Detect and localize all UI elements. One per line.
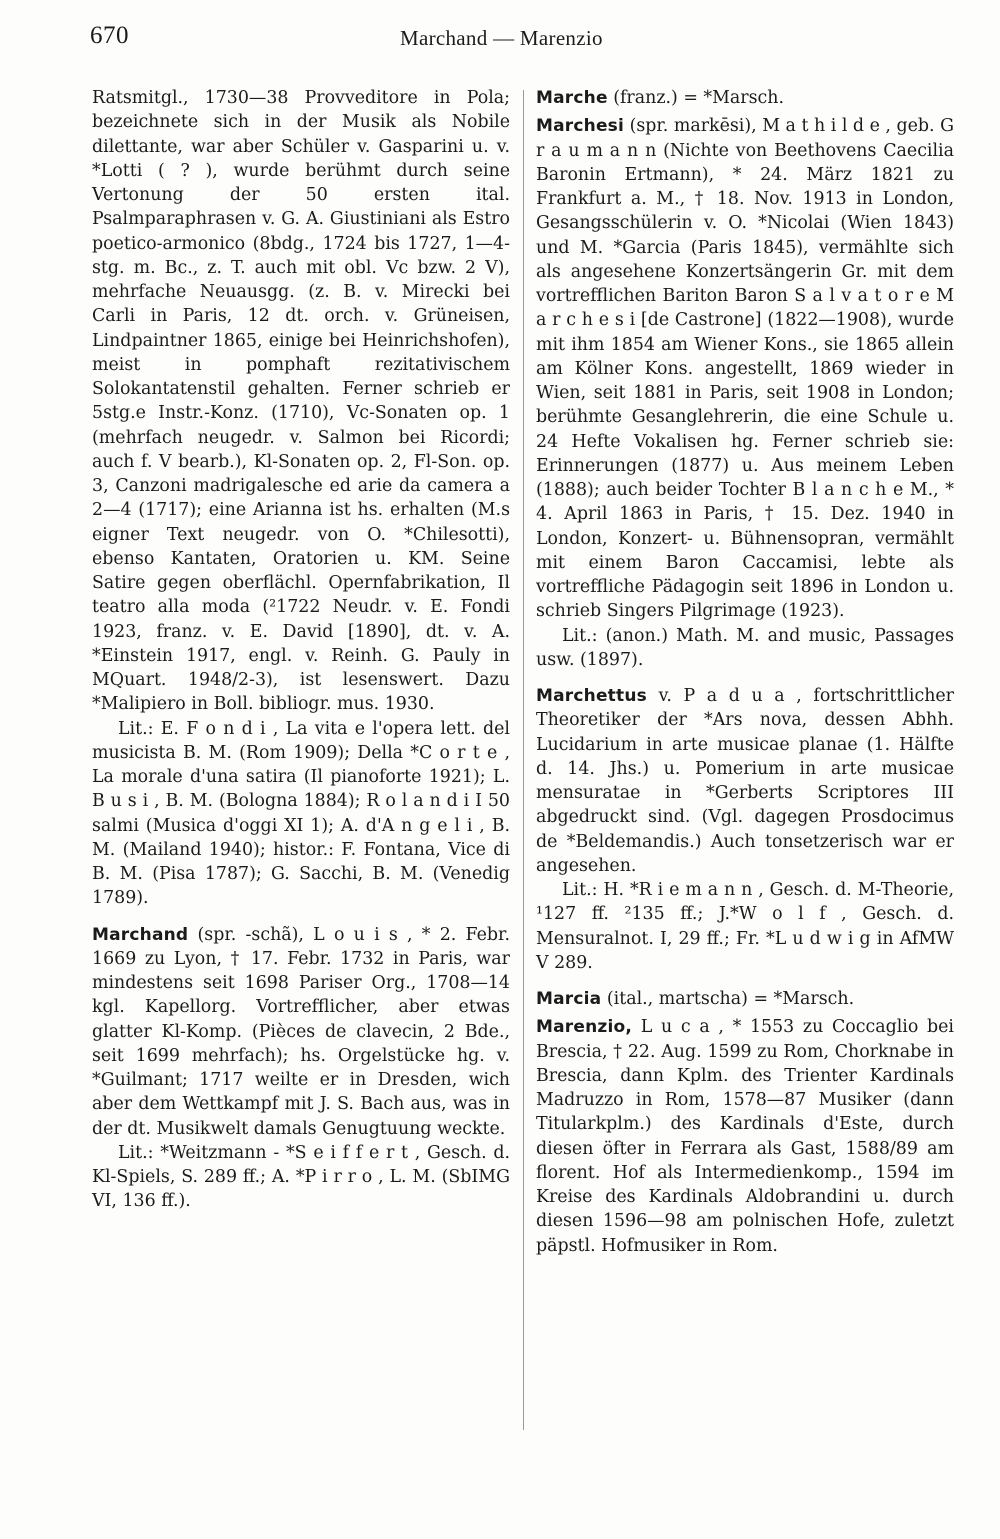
literature-note-marchettus: Lit.: H. *R i e m a n n , Gesch. d. M-Theorie, ¹127 ff. ²135 ff.; J.*W o l f , Gesch. d. Mensuralnot. I, 29 ff.; Fr. *L u d w i g in AfMW V 289. bbox=[536, 880, 954, 973]
entry-marchand bbox=[92, 923, 510, 1141]
entry-marenzio-text: L u c a , * 1553 zu Coccaglio bei Brescia, † 22. Aug. 1599 zu Rom, Chorknabe in Brescia, dann Kplm. des Trienter Kardinals Madruzzo in Rom, 1578—87 Musiker (dann Titularkplm.) des Kardinals d'Este, durch diesen öfter in Ferrara als Gast, 1588/89 am florent. Hof als Intermedienkomp., 1594 im Kreise des Kardinals Aldobrandini u. durch diesen 1596—98 am polnischen Hofe, zuletzt päpstl. Hofmusiker in Rom. bbox=[536, 1017, 954, 1256]
literature-note: Lit.: E. F o n d i , La vita e l'opera lett. del musicista B. M. (Rom 1909); Della *C o r t e , La morale d'una satira (Il pianoforte 1921); L. B u s i , B. M. (Bologna 1884); R o l a n d i I 50 salmi (Musica d'oggi XI 1); A. d'A n g e l i , B. M. (Mailand 1940); histor.: F. Fontana, Vice di B. M. (Pisa 1787); G. Sacchi, B. M. (Venedig 1789). bbox=[92, 718, 510, 909]
literature-note-marchand: Lit.: *Weitzmann - *S e i f f e r t , Gesch. d. Kl-Spiels, S. 289 ff.; A. *P i r r o , L. M. (SbIMG VI, 136 ff.). bbox=[92, 1142, 510, 1212]
headword-marche: Marche bbox=[536, 88, 608, 108]
headword-marchesi: Marchesi bbox=[536, 116, 625, 137]
entry-continuation-text: Ratsmitgl., 1730—38 Provveditore in Pola; bezeichnete sich in der Musik als Nobile dilettante, war aber Schüler v. Gasparini u. v. *Lotti ( ? ), wurde berühmt durch seine Vertonung der 50 ersten ital. Psalmparaphrasen v. G. A. Giustiniani als Estro poetico-armonico (8bdg., 1724 bis 1727, 1—4-stg. m. Bc., z. T. auch mit obl. Vc bzw. 2 V), mehrfache Neuausgg. (z. B. v. Mirecki bei Carli in Paris, 12 dt. orch. v. Grüneisen, Lindpaintner 1865, einige bei Heinrichshofen), meist in pomphaft rezitativischem Solokantatenstil gehalten. Ferner schrieb er 5stg.e Instr.-Konz. (1710), Vc-Sonaten op. 1 (mehrfach neugedr. v. Salmon bei Ricordi; auch f. V bearb.), Kl-Sonaten op. 2, Fl-Son. op. 3, Canzoni madrigalesche ed arie da camera a 2—4 (1717); eine Arianna ist hs. erhalten (M.s eigner Text neugedr. von O. *Chilesotti), ebenso Kantaten, Oratorien u. KM. Seine Satire gegen oberflächl. Opernfabrikation, Il teatro alla moda (²1722 Neudr. v. E. Fondi 1923, franz. v. E. David [1890], dt. v. A. *Einstein 1917, engl. v. Reinh. G. Pauly in MQuart. 1948/2-3), ist lesenswert. Dazu *Malipiero in Boll. bibliogr. mus. 1930. bbox=[92, 88, 510, 715]
entry-marcia-text: (ital., martscha) = *Marsch. bbox=[601, 989, 855, 1009]
page-number: 670 bbox=[90, 22, 129, 49]
entry-marchesi-text: (spr. markēsi), M a t h i l d e , geb. G r a u m a n n (Nichte von Beethovens Caecilia Baronin Ertmann), * 24. März 1821 zu Frankfurt a. M., † 18. Nov. 1913 in London, Gesangsschülerin v. O. *Nicolai (Wien 1843) und M. *Garcia (Paris 1845), vermählte sich als angesehene Konzertsängerin Gr. mit dem vortrefflichen Bariton Baron S a l v a t o r e M a r c h e s i [de Castrone] (1822—1908), wurde mit ihm 1854 am Wiener Kons., sie 1865 allein am Kölner Kons. angestellt, 1869 wieder in Wien, seit 1881 in Paris, seit 1908 in London; berühmte Gesanglehrerin, die eine Schule u. 24 Hefte Vokalisen hg. Ferner schrieb sie: Erinnerungen (1877) u. Aus meinem Leben (1888); auch beider Tochter B l a n c h e M., * 4. April 1863 in Paris, † 15. Dez. 1940 in London, Konzert- u. Bühnensopran, vermählt mit einem Baron Caccamisi, lebte als vortreffliche Pädagogin seit 1896 in London u. schrieb Singers Pilgrimage (1923). bbox=[536, 116, 954, 622]
page-header bbox=[90, 22, 940, 62]
headword-marcia: Marcia bbox=[536, 989, 602, 1009]
running-head: Marchand — Marenzio bbox=[400, 26, 603, 50]
headword-marchettus: Marchettus bbox=[536, 686, 647, 706]
entry-marche bbox=[536, 86, 954, 110]
headword-marchand: Marchand bbox=[92, 924, 189, 945]
headword-marenzio: Marenzio, bbox=[536, 1017, 633, 1038]
entry-marchettus bbox=[536, 684, 954, 878]
column-divider bbox=[523, 90, 524, 1430]
literature-note-marchesi: Lit.: (anon.) Math. M. and music, Passages usw. (1897). bbox=[536, 625, 954, 670]
entry-marchettus-text: v. P a d u a , fortschrittlicher Theoretiker der *Ars nova, dessen Abhh. Lucidarium in arte musicae planae (1. Hälfte d. 14. Jhs.) u. Pomerium in arte musicae mensuratae in *Gerberts Scriptores III abgedruckt sind. (Vgl. dagegen Prosdocimus de *Beldemandis.) Auch tonsetzerisch war er angesehen. bbox=[536, 686, 954, 876]
right-column bbox=[536, 86, 954, 1258]
entry-marenzio bbox=[536, 1015, 954, 1258]
entry-marchesi bbox=[536, 114, 954, 623]
entry-marche-text: (franz.) = *Marsch. bbox=[607, 88, 784, 108]
entry-marcia bbox=[536, 987, 954, 1011]
entry-marchand-text: (spr. -schã), L o u i s , * 2. Febr. 1669 zu Lyon, † 17. Febr. 1732 in Paris, war mindestens seit 1698 Pariser Org., 1708—14 kgl. Kapellorg. Vortrefflicher, aber etwas glatter Kl-Komp. (Pièces de clavecin, 2 Bde., seit 1699 mehrfach); hs. Orgelstücke hg. v. *Guilmant; 1717 weilte er in Dresden, wich aber dem Wettkampf mit J. S. Bach aus, was in der dt. Musikwelt damals Genugtuung weckte. bbox=[92, 924, 510, 1139]
left-column bbox=[92, 86, 510, 1214]
